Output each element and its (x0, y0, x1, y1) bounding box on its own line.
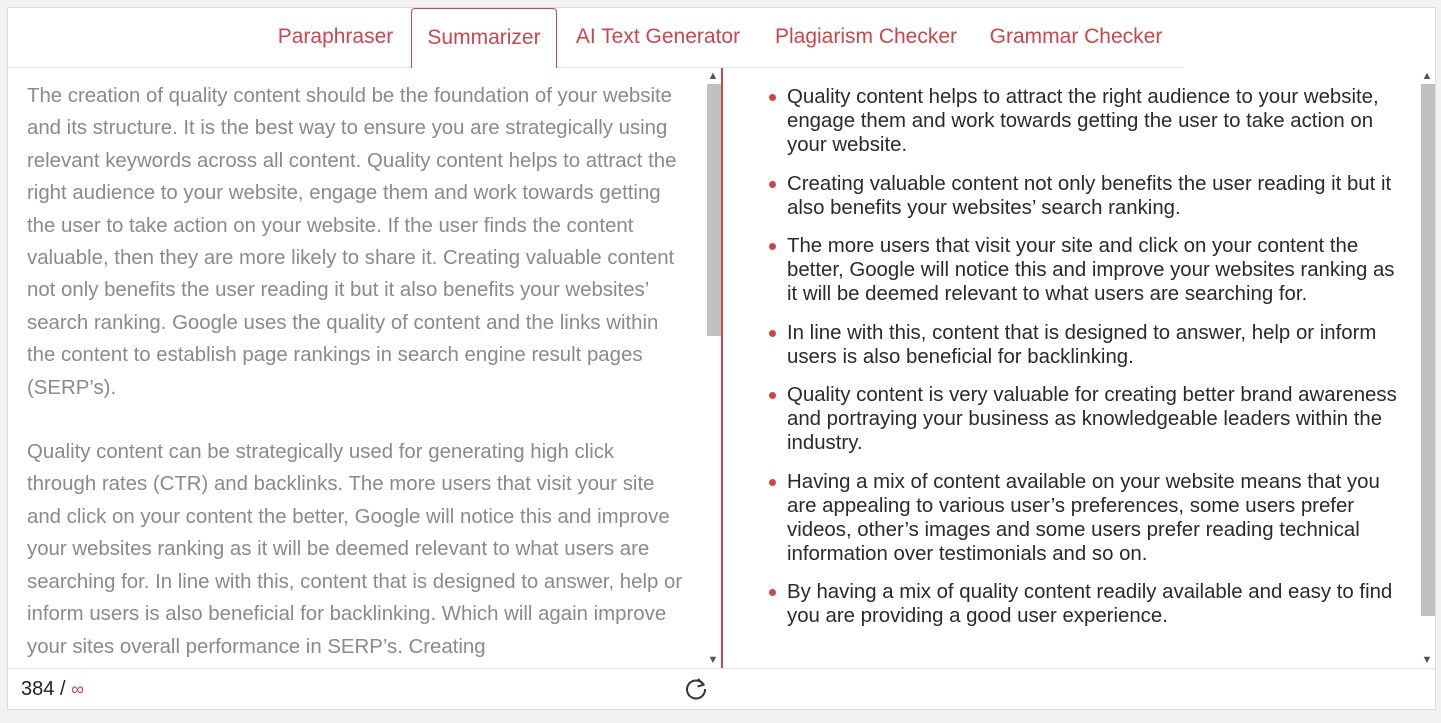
summary-bullet (787, 85, 1397, 157)
summary-bullet (787, 321, 1397, 369)
tab-plagiarism-checker[interactable]: Plagiarism Checker (774, 25, 958, 48)
scroll-up-arrow-icon[interactable]: ▲ (1421, 70, 1433, 82)
scroll-up-arrow-icon[interactable]: ▲ (707, 70, 719, 82)
summary-bullet (787, 383, 1397, 455)
input-paragraph: The creation of quality content should be the foundation of your website and its structure. It is the best way to ensure you are strategically using relevant keywords across all content. Quality content helps to attract the right audience to your website, engage them and work towards getting the user to take action on your website. If the user finds the content valuable, then they are more likely to share it. Creating valuable content not only benefits the user reading it but it also benefits your websites’ search ranking. Google uses the quality of content and the links within the content to establish page rankings in search engine result pages (SERP’s). (27, 85, 677, 399)
summary-bullet-text: In line with this, content that is designed to answer, help or inform users is also beneficial for backlinking. (787, 321, 1377, 368)
summary-bullet (787, 580, 1397, 628)
summary-list (787, 85, 1397, 643)
footer-bar (8, 668, 1435, 710)
summary-bullet-text: By having a mix of quality content readily available and easy to find you are providing a good user experience. (787, 581, 1393, 627)
tab-summarizer[interactable]: Summarizer (411, 8, 557, 68)
tool-window (7, 7, 1436, 710)
summary-bullet (787, 172, 1397, 220)
bullet-dot-icon (769, 243, 776, 250)
summary-bullet (787, 470, 1397, 566)
scroll-down-arrow-icon[interactable]: ▼ (1421, 654, 1433, 666)
summary-bullet-text: Creating valuable content not only benefits the user reading it but it also benefits your websites’ search ranking. (787, 172, 1392, 219)
input-scrollbar[interactable] (705, 68, 721, 668)
tab-paraphraser[interactable]: Paraphraser (277, 25, 394, 48)
word-count-separator: / (59, 678, 66, 700)
summary-scroll-thumb[interactable] (1421, 84, 1435, 616)
tab-grammar-checker[interactable]: Grammar Checker (989, 25, 1163, 48)
bullet-dot-icon (769, 392, 776, 399)
summary-bullet-text: Having a mix of content available on your website means that you are appealing to various user’s preferences, some users prefer videos, other’s images and some users prefer reading technical information over testimonials and so on. (787, 470, 1380, 565)
summary-bullet-text: Quality content helps to attract the right audience to your website, engage them and work towards getting the user to take action on your website. (787, 86, 1379, 156)
word-limit-infinity: ∞ (71, 679, 84, 699)
input-scroll-thumb[interactable] (707, 84, 721, 336)
tab-ai-text-generator[interactable]: AI Text Generator (575, 25, 741, 48)
summary-output-area (723, 68, 1419, 668)
input-text[interactable] (27, 80, 687, 668)
summary-scrollbar[interactable] (1419, 68, 1435, 668)
summary-bullet-text: The more users that visit your site and click on your content the better, Google will notice this and improve your websites ranking as it will be deemed relevant to what users are searching for. (787, 235, 1395, 305)
bullet-dot-icon (769, 479, 776, 486)
word-count (21, 678, 84, 701)
refresh-icon[interactable] (683, 676, 709, 702)
input-paragraph: Quality content can be strategically used for generating high click through rates (CTR) and backlinks. The more users that visit your site and click on your content the better, Google will notice this and improve your websites ranking as it will be deemed relevant to what users are searching for. In line with this, content that is designed to answer, help or inform users is also beneficial for backlinking. Which will again improve your sites overall performance in SERP’s. Creating (27, 441, 683, 658)
bullet-dot-icon (769, 330, 776, 337)
scroll-down-arrow-icon[interactable]: ▼ (707, 654, 719, 666)
summary-bullet (787, 234, 1397, 306)
word-count-value: 384 (21, 678, 55, 700)
bullet-dot-icon (769, 589, 776, 596)
input-text-area[interactable] (8, 68, 721, 668)
bullet-dot-icon (769, 94, 776, 101)
tool-tabs (8, 8, 1437, 68)
bullet-dot-icon (769, 181, 776, 188)
summary-bullet-text: Quality content is very valuable for creating better brand awareness and portraying your business as knowledgeable leaders within the industry. (787, 384, 1397, 454)
